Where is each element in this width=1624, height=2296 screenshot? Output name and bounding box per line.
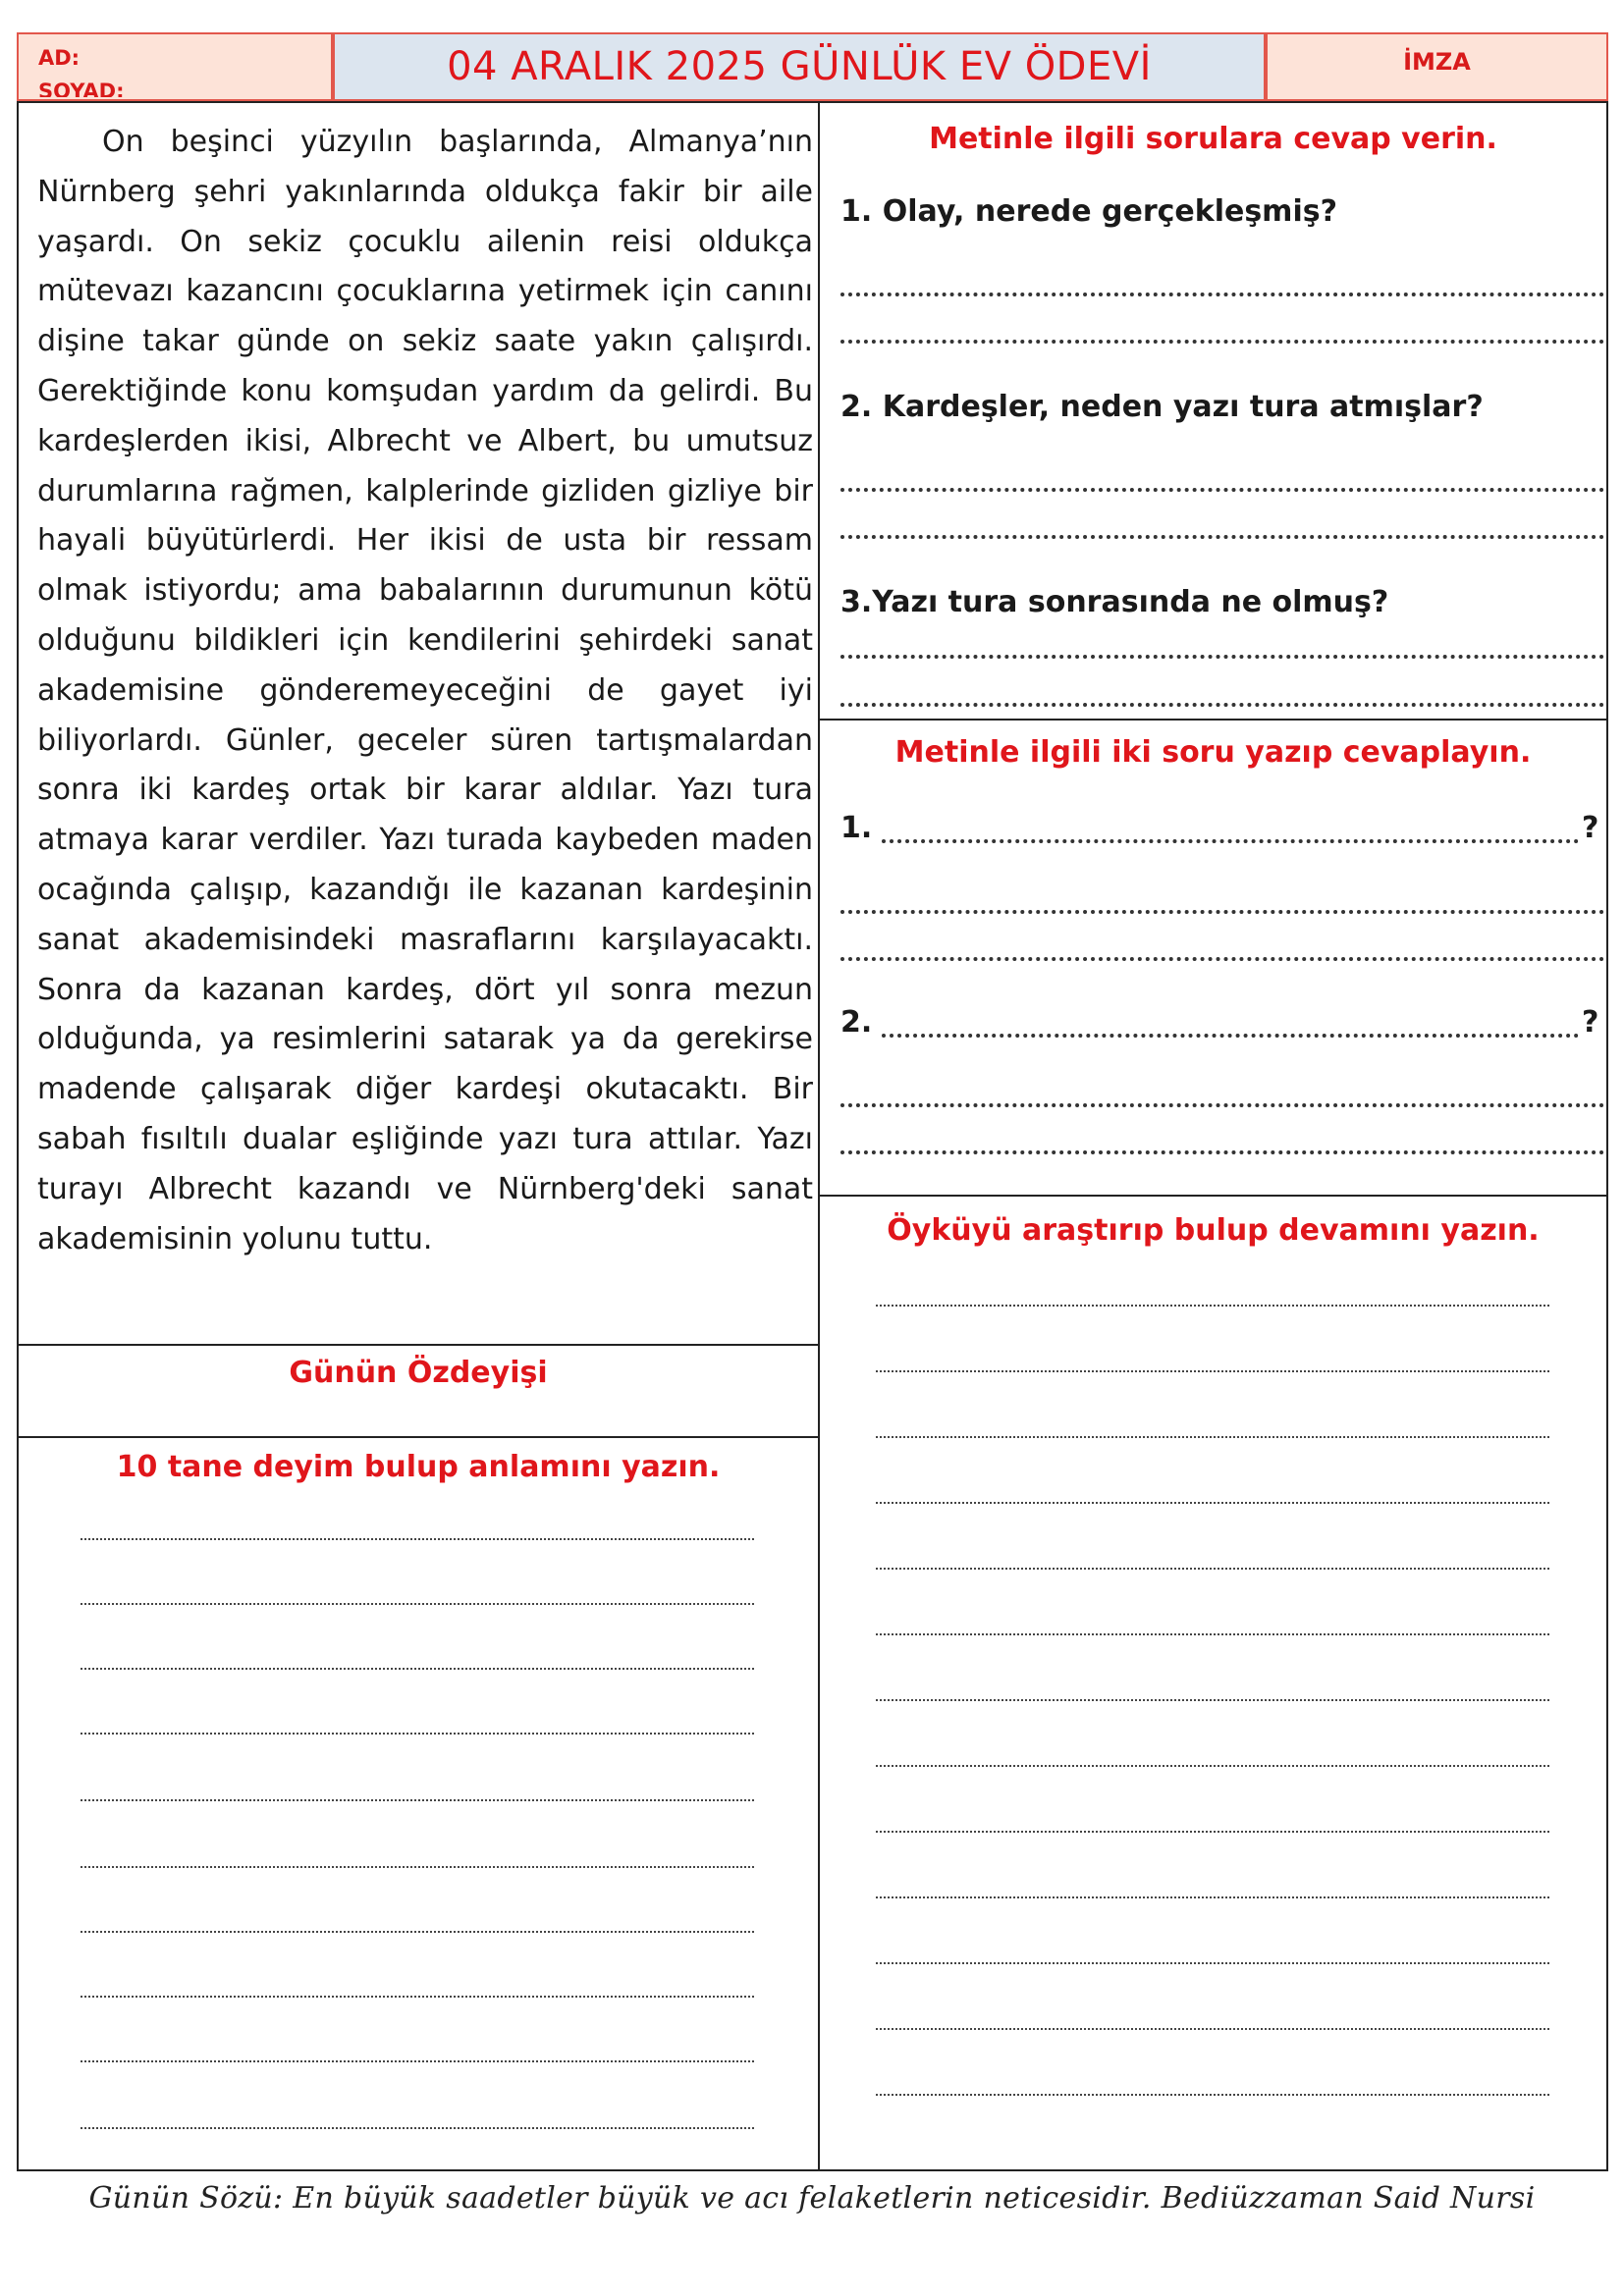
idiom-answer-line[interactable] [81,1668,754,1670]
question-mark-1: ? [1582,811,1599,845]
idiom-answer-line[interactable] [81,1799,754,1801]
answer-line[interactable] [840,1150,1604,1154]
own-question-number-1: 1. [840,811,873,845]
footer-quote: Günün Sözü: En büyük saadetler büyük ve acı felaketlerin neticesidir. Bediüzzaman Said Nursi [88,2181,1536,2216]
idiom-answer-line[interactable] [81,1603,754,1605]
continuation-line[interactable] [876,1633,1549,1635]
answer-line[interactable] [840,703,1604,707]
title-box [333,32,1266,101]
own-questions-title: Metinle ilgili iki soru yazıp cevaplayın. [894,735,1532,770]
signature-label: İMZA [1403,48,1471,76]
motto-answer-area[interactable] [19,1394,816,1433]
question-3: 3.Yazı tura sonrasında ne olmuş? [840,585,1389,619]
continuation-line[interactable] [876,2094,1549,2096]
own-question-number-2: 2. [840,1005,873,1040]
continuation-line[interactable] [876,1502,1549,1504]
idiom-answer-line[interactable] [81,1931,754,1933]
page-title: 04 ARALIK 2025 GÜNLÜK EV ÖDEVİ [447,44,1152,89]
divider-motto-idioms [17,1436,820,1438]
motto-title: Günün Özdeyişi [289,1356,548,1390]
divider-questions-own [818,719,1608,721]
answer-line[interactable] [840,1103,1604,1107]
continuation-line[interactable] [876,1765,1549,1767]
continuation-line[interactable] [876,1962,1549,1964]
idiom-answer-line[interactable] [81,1996,754,1998]
continuation-line[interactable] [876,1896,1549,1898]
idioms-title: 10 tane deyim bulup anlamını yazın. [116,1450,721,1484]
idiom-answer-line[interactable] [81,1538,754,1540]
answer-line[interactable] [840,655,1604,659]
idiom-answer-line[interactable] [81,1733,754,1735]
answer-line[interactable] [840,957,1604,961]
continuation-line[interactable] [876,2028,1549,2030]
continuation-line[interactable] [876,1370,1549,1372]
idiom-answer-line[interactable] [81,1866,754,1868]
idiom-answer-line[interactable] [81,2127,754,2129]
answer-line[interactable] [840,340,1604,344]
continuation-line[interactable] [876,1831,1549,1833]
continuation-line[interactable] [876,1699,1549,1701]
own-question-line-1[interactable] [882,839,1579,843]
surname-label: SOYAD: [38,80,125,97]
story-text [37,118,813,1264]
continuation-line[interactable] [876,1436,1549,1438]
answer-line[interactable] [840,910,1604,914]
divider-own-continuation [818,1195,1608,1197]
continuation-line[interactable] [876,1305,1549,1307]
story-paragraph: On beşinci yüzyılın başlarında, Almanya’nın Nürnberg şehri yakınlarında oldukça fakir bir aile yaşardı. On sekiz çocuklu ailenin reisi oldukça mütevazı kazancını çocuklarına yetirmek için canını dişine takar günde on sekiz saate yakın çalışırdı. Gerektiğinde konu komşudan yardım da gelirdi. Bu kardeşlerden ikisi, Albrecht ve Albert, bu umutsuz durumlarına rağmen, kalplerinde gizliden gizliye bir hayali büyütürlerdi. Her ikisi de usta bir ressam olmak istiyordu; ama babalarının durumunun kötü olduğunu bildikleri için kendilerini şehirdeki sanat akademisine gönderemeyeceğini de gayet iyi biliyorlardı. Günler, geceler süren tartışmalardan sonra iki kardeş ortak bir karar aldılar. Yazı tura atmaya karar verdiler. Yazı turada kaybeden maden ocağında çalışıp, kazandığı ile kazanan kardeşinin sanat akademisindeki masraflarını karşılayacaktı. Sonra da kazanan kardeş, dört yıl sonra mezun olduğunda, ya resimlerini satarak ya da gerekirse madende çalışarak diğer kardeşi okutacaktı. Bir sabah fısıltılı dualar eşliğinde yazı tura attılar. Yazı turayı Albrecht kazandı ve Nürnberg'deki sanat akademisinin yolunu tuttu. [37,125,813,1256]
question-2: 2. Kardeşler, neden yazı tura atmışlar? [840,390,1484,424]
answer-line[interactable] [840,535,1604,539]
answer-line[interactable] [840,488,1604,492]
answer-line[interactable] [840,293,1604,296]
signature-box[interactable] [1266,32,1608,101]
question-1: 1. Olay, nerede gerçekleşmiş? [840,194,1337,229]
name-label: AD: [38,46,81,70]
question-mark-2: ? [1582,1005,1599,1040]
name-box[interactable] [17,32,333,101]
questions-title: Metinle ilgili sorulara cevap verin. [929,122,1497,156]
own-question-line-2[interactable] [882,1034,1579,1038]
idiom-answer-line[interactable] [81,2060,754,2062]
column-divider [818,101,820,2171]
divider-story-motto [17,1344,820,1346]
continuation-title: Öyküyü araştırıp bulup devamını yazın. [887,1213,1540,1248]
continuation-line[interactable] [876,1568,1549,1570]
